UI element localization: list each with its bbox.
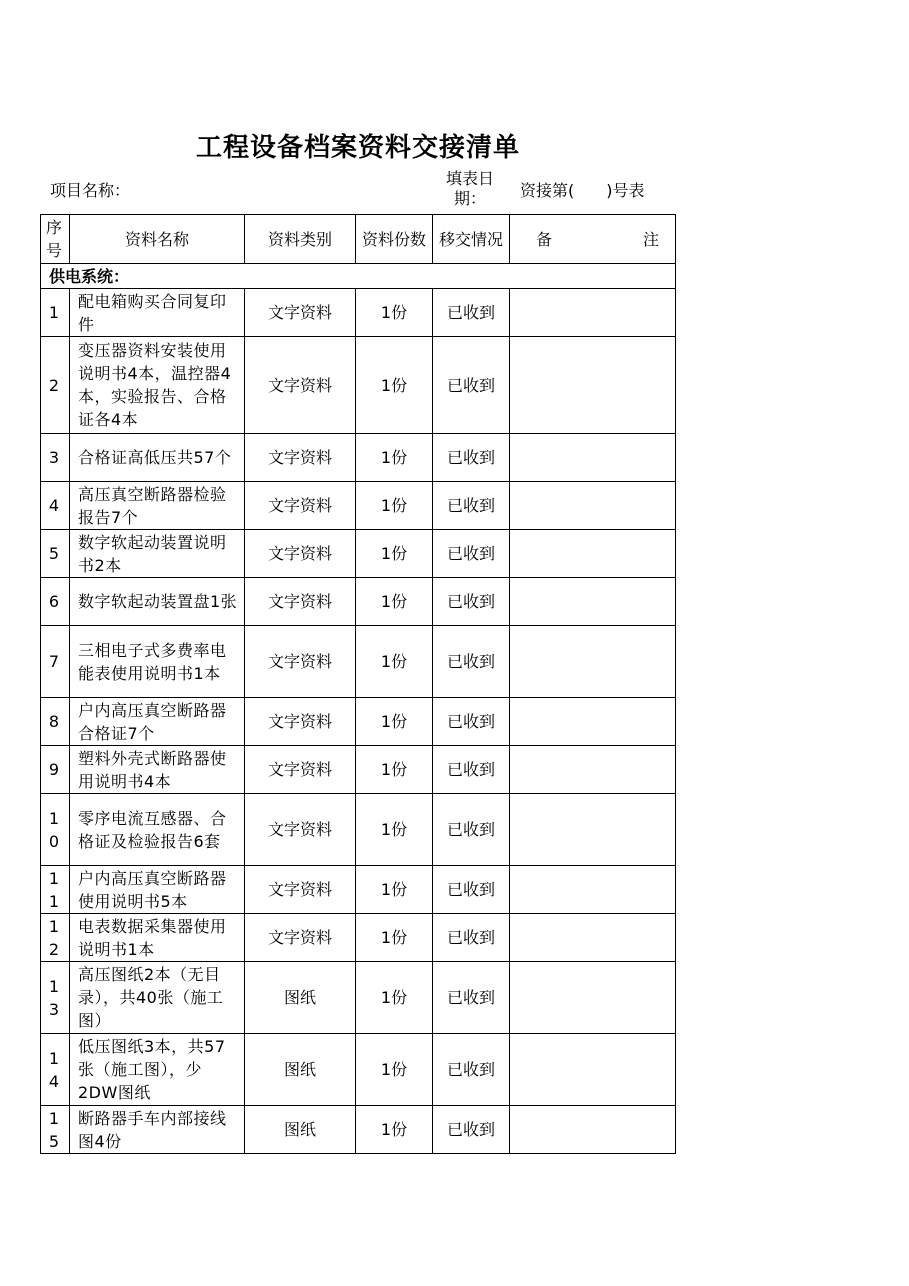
handover-status: 已收到 bbox=[433, 962, 510, 1034]
document-copies: 1份 bbox=[356, 626, 433, 698]
remark-cell bbox=[510, 482, 676, 530]
document-copies: 1份 bbox=[356, 866, 433, 914]
document-name: 数字软起动装置盘1张 bbox=[70, 578, 245, 626]
document-category: 文字资料 bbox=[245, 289, 356, 337]
row-number: 1 bbox=[41, 289, 70, 337]
document-name: 户内高压真空断路器合格证7个 bbox=[70, 698, 245, 746]
document-category: 文字资料 bbox=[245, 914, 356, 962]
row-number: 10 bbox=[41, 794, 70, 866]
handover-status: 已收到 bbox=[433, 914, 510, 962]
remark-cell bbox=[510, 289, 676, 337]
handover-status: 已收到 bbox=[433, 794, 510, 866]
header-copies: 资料份数 bbox=[356, 215, 433, 264]
header-remark-left: 备 bbox=[536, 229, 553, 249]
fill-date-label-line1: 填表日 bbox=[445, 169, 494, 188]
row-number: 11 bbox=[41, 866, 70, 914]
document-title: 工程设备档案资料交接清单 bbox=[195, 133, 520, 163]
row-number: 5 bbox=[41, 530, 70, 578]
row-number: 3 bbox=[41, 434, 70, 482]
document-copies: 1份 bbox=[356, 530, 433, 578]
table-row bbox=[41, 482, 676, 530]
document-copies: 1份 bbox=[356, 794, 433, 866]
document-category: 文字资料 bbox=[245, 746, 356, 794]
document-copies: 1份 bbox=[356, 698, 433, 746]
row-number: 14 bbox=[41, 1034, 70, 1106]
remark-cell bbox=[510, 530, 676, 578]
header-no: 序号 bbox=[41, 215, 70, 264]
section-title: 供电系统： bbox=[41, 264, 676, 289]
handover-status: 已收到 bbox=[433, 626, 510, 698]
table-row bbox=[41, 914, 676, 962]
handover-table bbox=[40, 214, 676, 1154]
handover-status: 已收到 bbox=[433, 1106, 510, 1154]
remark-cell bbox=[510, 434, 676, 482]
row-number: 2 bbox=[41, 337, 70, 434]
handover-status: 已收到 bbox=[433, 578, 510, 626]
remark-cell bbox=[510, 578, 676, 626]
header-name: 资料名称 bbox=[70, 215, 245, 264]
handover-status: 已收到 bbox=[433, 866, 510, 914]
document-copies: 1份 bbox=[356, 1034, 433, 1106]
header-row bbox=[41, 215, 676, 264]
handover-status: 已收到 bbox=[433, 698, 510, 746]
section-row bbox=[41, 264, 676, 289]
document-copies: 1份 bbox=[356, 578, 433, 626]
document-category: 文字资料 bbox=[245, 794, 356, 866]
handover-status: 已收到 bbox=[433, 530, 510, 578]
remark-cell bbox=[510, 962, 676, 1034]
row-number: 13 bbox=[41, 962, 70, 1034]
remark-cell bbox=[510, 337, 676, 434]
document-name: 高压真空断路器检验报告7个 bbox=[70, 482, 245, 530]
document-name: 零序电流互感器、合格证及检验报告6套 bbox=[70, 794, 245, 866]
document-copies: 1份 bbox=[356, 337, 433, 434]
document-category: 图纸 bbox=[245, 962, 356, 1034]
remark-cell bbox=[510, 698, 676, 746]
document-name: 断路器手车内部接线图4份 bbox=[70, 1106, 245, 1154]
document-copies: 1份 bbox=[356, 914, 433, 962]
document-copies: 1份 bbox=[356, 289, 433, 337]
document-category: 文字资料 bbox=[245, 530, 356, 578]
table-row bbox=[41, 1034, 676, 1106]
document-copies: 1份 bbox=[356, 434, 433, 482]
document-category: 图纸 bbox=[245, 1034, 356, 1106]
table-row bbox=[41, 794, 676, 866]
document-name: 户内高压真空断路器使用说明书5本 bbox=[70, 866, 245, 914]
document-category: 文字资料 bbox=[245, 626, 356, 698]
row-number: 8 bbox=[41, 698, 70, 746]
document-name: 塑料外壳式断路器使用说明书4本 bbox=[70, 746, 245, 794]
document-category: 文字资料 bbox=[245, 698, 356, 746]
document-category: 文字资料 bbox=[245, 866, 356, 914]
row-number: 7 bbox=[41, 626, 70, 698]
table-row bbox=[41, 962, 676, 1034]
header-status: 移交情况 bbox=[433, 215, 510, 264]
handover-status: 已收到 bbox=[433, 482, 510, 530]
document-category: 文字资料 bbox=[245, 434, 356, 482]
document-name: 高压图纸2本（无目录），共40张（施工图） bbox=[70, 962, 245, 1034]
project-name-label: 项目名称： bbox=[50, 181, 131, 200]
row-number: 4 bbox=[41, 482, 70, 530]
remark-cell bbox=[510, 866, 676, 914]
document-copies: 1份 bbox=[356, 746, 433, 794]
document-name: 合格证高低压共57个 bbox=[70, 434, 245, 482]
handover-status: 已收到 bbox=[433, 434, 510, 482]
remark-cell bbox=[510, 1106, 676, 1154]
document-name: 数字软起动装置说明书2本 bbox=[70, 530, 245, 578]
row-number: 6 bbox=[41, 578, 70, 626]
handover-status: 已收到 bbox=[433, 337, 510, 434]
remark-cell bbox=[510, 1034, 676, 1106]
document-copies: 1份 bbox=[356, 962, 433, 1034]
remark-cell bbox=[510, 626, 676, 698]
header-category: 资料类别 bbox=[245, 215, 356, 264]
document-category: 文字资料 bbox=[245, 482, 356, 530]
document-name: 低压图纸3本，共57张（施工图），少2DW图纸 bbox=[70, 1034, 245, 1106]
document-copies: 1份 bbox=[356, 1106, 433, 1154]
document-name: 三相电子式多费率电能表使用说明书1本 bbox=[70, 626, 245, 698]
table-row bbox=[41, 578, 676, 626]
document-category: 文字资料 bbox=[245, 337, 356, 434]
table-row bbox=[41, 337, 676, 434]
row-number: 12 bbox=[41, 914, 70, 962]
document-copies: 1份 bbox=[356, 482, 433, 530]
fill-date-label bbox=[438, 169, 502, 209]
remark-cell bbox=[510, 794, 676, 866]
table-row bbox=[41, 626, 676, 698]
table-row bbox=[41, 698, 676, 746]
row-number: 9 bbox=[41, 746, 70, 794]
document-category: 文字资料 bbox=[245, 578, 356, 626]
remark-cell bbox=[510, 746, 676, 794]
header-remark-right: 注 bbox=[642, 229, 659, 249]
handover-status: 已收到 bbox=[433, 1034, 510, 1106]
remark-cell bbox=[510, 914, 676, 962]
handover-number-label: 资接第( )号表 bbox=[520, 181, 645, 200]
handover-status: 已收到 bbox=[433, 289, 510, 337]
document-name: 变压器资料安装使用说明书4本，温控器4本，实验报告、合格证各4本 bbox=[70, 337, 245, 434]
document-category: 图纸 bbox=[245, 1106, 356, 1154]
document-name: 电表数据采集器使用说明书1本 bbox=[70, 914, 245, 962]
table-row bbox=[41, 866, 676, 914]
table-row bbox=[41, 530, 676, 578]
table-row bbox=[41, 1106, 676, 1154]
row-number: 15 bbox=[41, 1106, 70, 1154]
table-row bbox=[41, 434, 676, 482]
table-row bbox=[41, 746, 676, 794]
header-remark bbox=[510, 215, 676, 264]
table-row bbox=[41, 289, 676, 337]
document-name: 配电箱购买合同复印件 bbox=[70, 289, 245, 337]
handover-status: 已收到 bbox=[433, 746, 510, 794]
fill-date-label-line2: 期： bbox=[453, 189, 486, 208]
